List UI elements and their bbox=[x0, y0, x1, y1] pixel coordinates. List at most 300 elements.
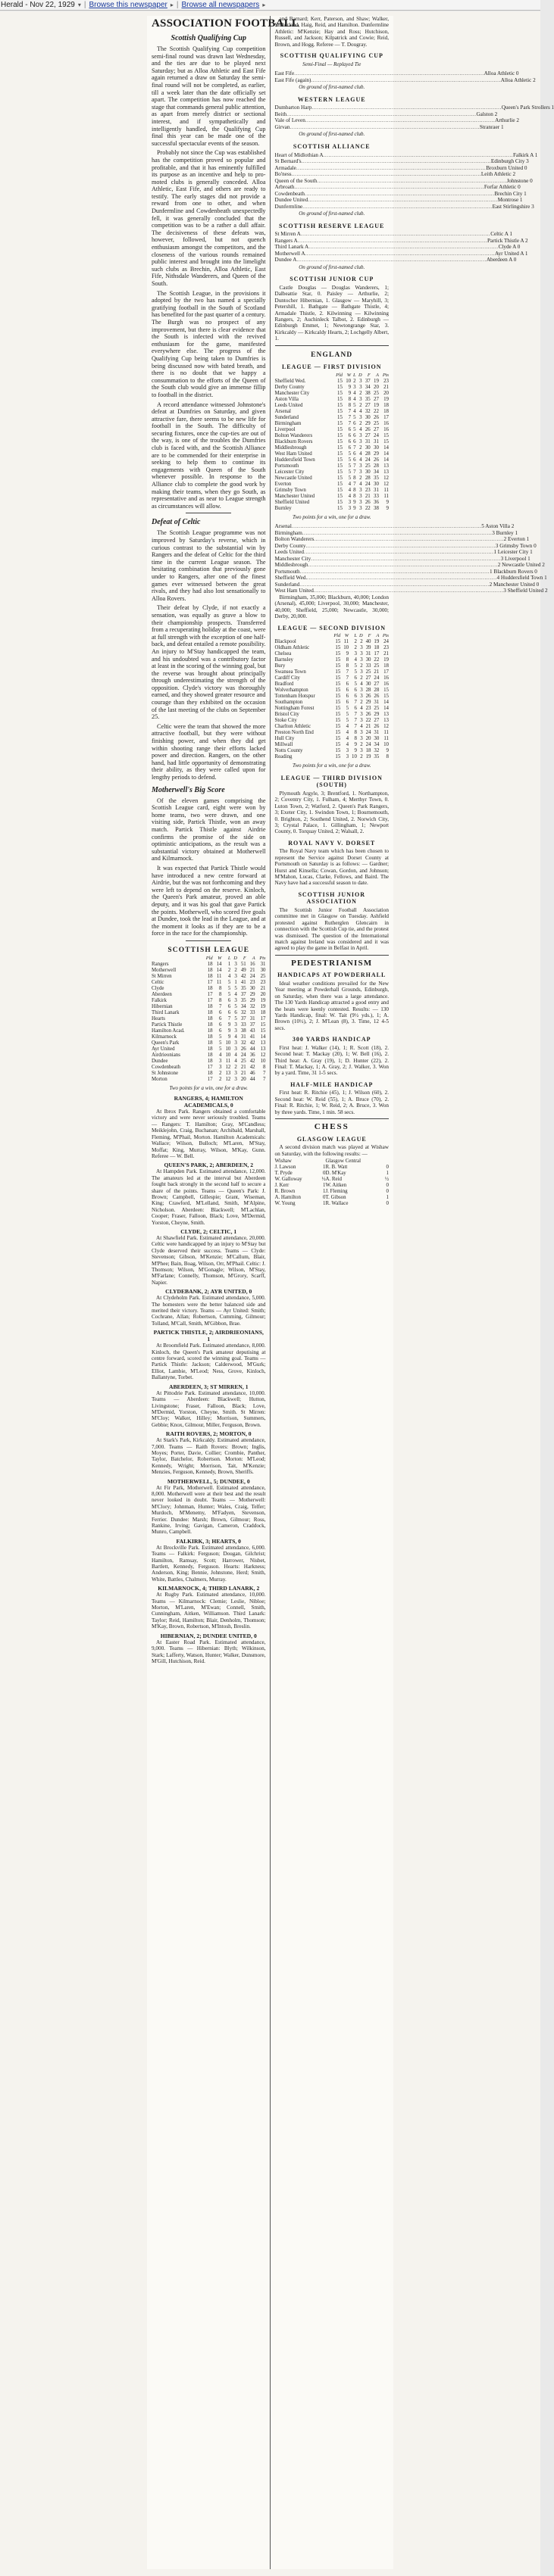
table-cell: 0 bbox=[386, 1183, 389, 1189]
table-row bbox=[275, 688, 390, 694]
table-cell: 2 bbox=[234, 968, 237, 974]
browse-this-arrow-icon[interactable]: ▸ bbox=[170, 1, 174, 8]
home-team: Bolton Wanderers bbox=[274, 536, 315, 543]
table-cell: Rangers bbox=[152, 962, 169, 968]
away-team-score: 4 Huddersfield Town 1 bbox=[496, 575, 547, 582]
table-cell: 17 bbox=[207, 1065, 213, 1071]
table-cell: 15 bbox=[337, 414, 343, 420]
result-line bbox=[274, 184, 521, 191]
table-cell: 10 bbox=[260, 1059, 266, 1065]
results-list bbox=[274, 70, 536, 83]
table-cell: Birmingham bbox=[274, 420, 302, 426]
table-cell: Sheffield United bbox=[274, 499, 310, 505]
table-cell: 3 bbox=[359, 499, 362, 505]
table-cell: 31 bbox=[365, 651, 371, 657]
section-heading: ROYAL NAVY V. DORSET bbox=[288, 839, 376, 847]
table-cell: 1 bbox=[386, 1195, 389, 1201]
table-row bbox=[275, 657, 390, 663]
home-team: Armadale bbox=[274, 164, 296, 171]
table-cell: 33 bbox=[249, 1010, 255, 1016]
table-row bbox=[275, 675, 390, 681]
table-cell: 20 bbox=[260, 992, 266, 998]
table-cell: 28 bbox=[374, 688, 380, 694]
table-cell: 12 bbox=[383, 475, 389, 481]
table-cell: 4 bbox=[234, 1053, 237, 1059]
table-cell: 8 bbox=[353, 475, 356, 481]
table-cell: 5 bbox=[219, 1034, 222, 1040]
table-row bbox=[275, 1201, 390, 1207]
away-team-score: 2 Everton 1 bbox=[503, 536, 530, 543]
newspaper-viewer[interactable] bbox=[0, 11, 554, 2576]
table-row bbox=[275, 494, 390, 500]
table-row bbox=[275, 651, 390, 657]
table-cell: Tottenham Hotspur bbox=[274, 694, 315, 700]
table-cell: 31 bbox=[374, 730, 380, 736]
table-cell: 11 bbox=[383, 730, 389, 736]
chess-results-table bbox=[275, 1159, 390, 1207]
dot-leader bbox=[311, 104, 501, 111]
table-header-cell: W bbox=[218, 956, 222, 962]
table-cell: 4 bbox=[359, 408, 362, 414]
away-team-score: 1 Blackburn Rovers 0 bbox=[490, 568, 537, 575]
match-report: At Fir Park, Motherwell. Estimated attendance, 8,000. Motherwell were at their best and the result never looked in doubt. Teams — Motherwell: M'Clory; Johnman, Hunter; Wales, Craig, Telfer; Murdoch, M'Menemy, M'Fadyen, Stevenson, Ferrier. Dundee: Marsh; Brown, Gilmour; Ross, Rankine, Irving; Gavigan, Cameron, Craddock, Munro, Campbell. bbox=[152, 1484, 266, 1536]
table-cell: 32 bbox=[249, 1004, 255, 1010]
table-cell: 21 bbox=[249, 968, 255, 974]
table-cell: Third Lanark bbox=[152, 1010, 180, 1016]
table-cell: 4 bbox=[348, 481, 352, 487]
table-cell: Aston Villa bbox=[274, 396, 299, 402]
dot-leader bbox=[296, 165, 486, 172]
table-cell: 15 bbox=[335, 748, 341, 754]
browse-all-newspapers-link[interactable]: Browse all newspapers bbox=[181, 0, 260, 9]
table-cell: 4 bbox=[360, 706, 363, 712]
table-cell: 7 bbox=[354, 724, 357, 730]
table-cell: 6 bbox=[354, 688, 357, 694]
home-team: Queen of the South bbox=[274, 177, 318, 184]
table-cell: Airdrieonians bbox=[152, 1053, 180, 1059]
table-cell: 24 bbox=[374, 432, 379, 438]
table-cell: 15 bbox=[337, 432, 343, 438]
table-row bbox=[152, 986, 266, 992]
table-cell: ½ bbox=[321, 1177, 326, 1183]
away-team-score: Leith Athletic 2 bbox=[480, 171, 516, 178]
table-row bbox=[152, 1071, 266, 1077]
table-cell: 11 bbox=[216, 974, 222, 980]
table-cell: 14 bbox=[260, 1034, 266, 1040]
match-score: QUEEN'S PARK, 2; ABERDEEN, 2 bbox=[164, 1162, 254, 1169]
table-cell: 23 bbox=[383, 378, 389, 384]
table-cell: 18 bbox=[207, 962, 213, 968]
table-cell: Derby County bbox=[274, 384, 305, 390]
results-list bbox=[274, 151, 538, 211]
table-cell: 15 bbox=[335, 675, 341, 681]
table-cell: 21 bbox=[365, 724, 371, 730]
table-cell: 19 bbox=[374, 402, 379, 408]
away-team-score: Falkirk A 1 bbox=[512, 151, 538, 158]
table-cell: 18 bbox=[260, 1010, 266, 1016]
table-cell: 31 bbox=[365, 438, 371, 444]
league-table-title: LEAGUE — SECOND DIVISION bbox=[277, 624, 386, 632]
section-heading: Scottish Qualifying Cup bbox=[171, 34, 246, 42]
table-cell: 2 bbox=[359, 402, 362, 408]
table-cell: 30 bbox=[249, 986, 255, 992]
table-cell: 1 bbox=[386, 1171, 389, 1177]
table-cell: St Mirren bbox=[152, 974, 172, 980]
home-team: Arsenal bbox=[274, 523, 292, 530]
table-cell: 6 bbox=[353, 432, 356, 438]
table-cell: 7 bbox=[348, 414, 352, 420]
table-cell: 4 bbox=[360, 681, 363, 688]
table-cell: 35 bbox=[374, 754, 380, 760]
table-cell: 5 bbox=[346, 712, 349, 718]
table-row bbox=[152, 1016, 266, 1022]
table-cell: 33 bbox=[365, 663, 371, 669]
browser-toolbar bbox=[0, 0, 540, 11]
section-heading: Motherwell's Big Score bbox=[152, 785, 225, 794]
table-cell: 10 bbox=[383, 742, 389, 748]
table-cell: 26 bbox=[374, 694, 380, 700]
table-row bbox=[275, 379, 390, 385]
table-cell: 17 bbox=[207, 980, 213, 986]
table-cell: 14 bbox=[383, 444, 389, 451]
table-cell: Partick Thistle bbox=[152, 1022, 183, 1028]
table-cell: 1 bbox=[234, 980, 237, 986]
away-team-score: Montrose 1 bbox=[497, 197, 523, 204]
dot-leader bbox=[311, 77, 500, 84]
table-cell: 18 bbox=[374, 645, 380, 651]
results-note: On ground of first-named club. bbox=[299, 211, 365, 217]
table-cell: 31 bbox=[374, 438, 379, 444]
table-cell: 6 bbox=[346, 681, 349, 688]
table-cell: 4 bbox=[348, 493, 352, 499]
home-team: Leeds United bbox=[274, 549, 305, 556]
table-row bbox=[152, 962, 266, 968]
table-row bbox=[275, 397, 390, 403]
table-cell: 3 bbox=[359, 384, 362, 390]
away-team-score: Alloa Athletic 2 bbox=[500, 76, 536, 83]
section-subheading: Semi-Final — Replayed Tie bbox=[302, 61, 362, 67]
paragraph: Of the eleven games comprising the Scottish League card, eight were won by home teams, two were drawn, and one visiting side, Partick Thistle, won an away match. Partick Thistle against Airdrie confirms the promise of the side on optimistic anticipations, as the result was a substantial victory obtained at Motherwell and Kilmarnock. bbox=[152, 797, 266, 862]
table-header-cell: Pld bbox=[336, 372, 343, 378]
table-cell: 14 bbox=[383, 700, 389, 706]
table-cell: 16 bbox=[383, 420, 389, 426]
table-cell: 26 bbox=[374, 414, 379, 420]
result-line bbox=[274, 197, 523, 204]
dropdown-arrow-icon[interactable]: ▾ bbox=[77, 1, 81, 8]
table-cell: 15 bbox=[335, 706, 341, 712]
result-line bbox=[274, 76, 536, 84]
table-row bbox=[275, 724, 390, 730]
away-team-score: Queen's Park Strollers 1 bbox=[501, 104, 554, 111]
table-header-cell bbox=[381, 1159, 389, 1165]
table-cell: 10 bbox=[346, 378, 352, 384]
table-row bbox=[275, 645, 390, 651]
table-cell: 18 bbox=[207, 1053, 213, 1059]
table-row bbox=[152, 1010, 266, 1016]
league-note: Two points for a win, one for a draw. bbox=[169, 1085, 249, 1092]
table-cell: 5 bbox=[348, 457, 352, 463]
table-cell: Bristol City bbox=[274, 712, 299, 718]
away-team-score: 3 Liverpool 1 bbox=[500, 555, 531, 562]
table-cell: 22 bbox=[374, 408, 379, 414]
dot-leader bbox=[304, 549, 493, 556]
table-cell: Notts County bbox=[274, 748, 303, 754]
table-cell: 31 bbox=[260, 962, 266, 968]
away-team-score: Ayr United A 1 bbox=[494, 250, 528, 257]
table-row bbox=[152, 980, 266, 986]
table-cell: 3 bbox=[359, 469, 362, 475]
dot-leader bbox=[305, 191, 494, 198]
table-cell: 5 bbox=[227, 992, 231, 998]
table-row bbox=[275, 1165, 390, 1171]
results-note: On ground of first-named club. bbox=[299, 264, 365, 270]
table-cell: 8 bbox=[354, 730, 357, 736]
section-heading: WESTERN LEAGUE bbox=[297, 95, 366, 103]
results-note: On ground of first-named club. bbox=[299, 131, 365, 138]
match-report: At Brockville Park. Estimated attendance, 6,000. Teams — Falkirk: Ferguson; Dougan, Gilchrist; Hamilton, Ramsay, Scott; Harrower, Nisbet, Bartlett, Kennedy, Ferguson. Hearts: Harkness; Anderson, King; Bennie, Johnstone, Herd; Smith, White, Battles, Chalmers, Murray. bbox=[152, 1544, 266, 1583]
table-cell: 4 bbox=[234, 1059, 237, 1065]
home-team: Dunfermline bbox=[274, 203, 303, 210]
page-headline: ASSOCIATION FOOTBALL bbox=[152, 17, 300, 30]
table-cell: 3 bbox=[359, 505, 362, 511]
table-cell: 15 bbox=[335, 742, 341, 748]
away-team-score: Edinburgh City 3 bbox=[490, 158, 529, 165]
match-report: At Shawfield Park. Estimated attendance, 20,000. Celtic were handicapped by an injury to M'Stay but Clyde deserved their success. Teams — Clyde: Stevenson; Gibson, M'Kenzie; M'Callum, Blair, M'Phee; Bain, Boag, Wilson, Orr, M'Phail. Celtic: J. Thomson; Wilson, M'Gonagle; Wilson, M'Stay, M'Farlane; Connelly, Thomson, M'Grory, Scarff, Napier. bbox=[152, 1234, 266, 1286]
result-line bbox=[274, 581, 540, 588]
table-cell: 3 bbox=[360, 657, 363, 663]
table-cell: 25 bbox=[374, 663, 380, 669]
table-cell: 15 bbox=[335, 681, 341, 688]
table-cell: 8 bbox=[354, 736, 357, 742]
table-cell: 2 bbox=[359, 420, 362, 426]
table-cell: 6 bbox=[353, 451, 356, 457]
table-cell: 7 bbox=[219, 1004, 222, 1010]
match-score: RAITH ROVERS, 2; MORTON, 0 bbox=[165, 1430, 252, 1438]
dot-leader bbox=[314, 588, 503, 594]
table-row bbox=[275, 669, 390, 675]
table-cell: 25 bbox=[260, 974, 266, 980]
table-header-cell: F bbox=[367, 372, 371, 378]
table-cell: 49 bbox=[240, 968, 246, 974]
result-line bbox=[274, 70, 519, 77]
table-cell: 3 bbox=[219, 1065, 222, 1071]
chess-intro: A second division match was played at Wishaw on Saturday, with the following results: — bbox=[274, 1144, 389, 1157]
table-cell: 2 bbox=[360, 742, 363, 748]
browse-this-newspaper-link[interactable]: Browse this newspaper bbox=[89, 0, 167, 9]
table-cell: Manchester United bbox=[274, 493, 315, 499]
table-row bbox=[275, 718, 390, 724]
table-cell: 15 bbox=[335, 700, 341, 706]
table-row bbox=[275, 663, 390, 669]
table-cell: Motherwell bbox=[152, 968, 177, 974]
table-cell: 15 bbox=[337, 426, 343, 432]
table-cell: 14 bbox=[383, 706, 389, 712]
table-cell: 38 bbox=[365, 390, 371, 396]
away-team-score: Aberdeen A 0 bbox=[486, 257, 517, 264]
result-line bbox=[274, 549, 533, 556]
table-cell: 35 bbox=[365, 396, 371, 402]
table-cell: 21 bbox=[383, 384, 389, 390]
results-list bbox=[274, 231, 528, 264]
table-cell: 5 bbox=[354, 681, 357, 688]
table-cell: 24 bbox=[249, 974, 255, 980]
table-cell: ½ bbox=[384, 1177, 389, 1183]
table-cell: 9 bbox=[386, 499, 389, 505]
table-cell: 2 bbox=[360, 700, 363, 706]
table-cell: 38 bbox=[374, 505, 379, 511]
table-header-cell: Pts bbox=[382, 633, 389, 639]
table-cell: 8 bbox=[348, 402, 352, 408]
table-cell: 15 bbox=[337, 378, 343, 384]
table-cell: Bradford bbox=[274, 681, 294, 688]
table-cell: 12 bbox=[225, 1077, 231, 1083]
section-heading: LEAGUE — THIRD DIVISION (SOUTH) bbox=[280, 774, 383, 789]
table-cell: 18 bbox=[207, 1004, 213, 1010]
table-cell: Oldham Athletic bbox=[274, 645, 310, 651]
table-cell: Portsmouth bbox=[274, 463, 299, 469]
table-cell: 15 bbox=[337, 505, 343, 511]
league-note: Two points for a win, one for a draw. bbox=[292, 513, 371, 520]
table-row bbox=[275, 730, 390, 736]
result-line bbox=[274, 111, 498, 118]
table-cell: 15 bbox=[335, 712, 341, 718]
table-cell: 18 bbox=[383, 663, 389, 669]
result-line bbox=[274, 237, 528, 245]
away-team-score: Partick Thistle A 2 bbox=[487, 237, 528, 244]
table-cell: 22 bbox=[365, 505, 371, 511]
home-team: Heart of Midlothian A bbox=[274, 151, 324, 158]
table-cell: 3 bbox=[234, 1046, 237, 1053]
result-line bbox=[274, 177, 533, 185]
table-cell: 27 bbox=[374, 681, 380, 688]
table-row bbox=[275, 694, 390, 700]
result-line bbox=[274, 523, 515, 530]
table-row bbox=[275, 748, 390, 754]
table-cell: 3 bbox=[354, 651, 357, 657]
table-cell: 2 bbox=[359, 444, 362, 451]
table-cell: 18 bbox=[207, 1046, 213, 1053]
table-row bbox=[152, 1053, 266, 1059]
table-cell: 27 bbox=[365, 432, 371, 438]
table-header-cell bbox=[318, 1159, 326, 1165]
table-cell: 15 bbox=[383, 694, 389, 700]
table-cell: 6 bbox=[219, 1022, 222, 1028]
table-cell: 3 bbox=[348, 505, 352, 511]
table-cell: 2 bbox=[219, 1077, 222, 1083]
table-cell: 37 bbox=[365, 378, 371, 384]
section-heading: SCOTTISH ALLIANCE bbox=[293, 143, 371, 150]
table-cell: 29 bbox=[249, 998, 255, 1004]
table-cell: 7 bbox=[353, 469, 356, 475]
divider bbox=[186, 940, 231, 941]
table-cell: 27 bbox=[374, 426, 379, 432]
away-team-score: 3 Burnley 1 bbox=[492, 529, 518, 536]
match-score: CLYDE, 2; CELTIC, 1 bbox=[180, 1227, 237, 1235]
table-cell: 2 bbox=[219, 1071, 222, 1077]
table-cell: 18 bbox=[207, 1016, 213, 1022]
table-cell: 6 bbox=[219, 1028, 222, 1034]
table-cell: 0 bbox=[386, 1189, 389, 1195]
table-header-cell bbox=[152, 956, 202, 962]
table-row bbox=[275, 506, 390, 512]
browse-all-arrow-icon[interactable]: ▸ bbox=[262, 1, 266, 8]
away-team-score: 5 Aston Villa 2 bbox=[481, 523, 515, 530]
table-cell: Morton bbox=[152, 1077, 167, 1083]
table-cell: T. Pryde bbox=[274, 1171, 293, 1177]
result-line bbox=[274, 203, 534, 211]
table-cell: W. Young bbox=[274, 1201, 296, 1207]
table-cell: 35 bbox=[240, 998, 246, 1004]
table-cell: 11 bbox=[343, 639, 349, 645]
table-row bbox=[275, 1183, 390, 1189]
table-cell: 24 bbox=[374, 675, 380, 681]
table-cell: 11 bbox=[225, 1059, 231, 1065]
table-header-cell: Pld bbox=[205, 956, 213, 962]
table-row bbox=[152, 1034, 266, 1040]
table-cell: 34 bbox=[240, 1004, 246, 1010]
table-cell: 26 bbox=[374, 457, 379, 463]
table-cell: 29 bbox=[249, 992, 255, 998]
table-cell: 18 bbox=[365, 748, 371, 754]
match-report: At Clydeholm Park. Estimated attendance, 5,000. The homesters were the better balanced side and merited their victory. Teams — Ayr United: Smith; Cochrane, Allan; Robertson, Cumming, Gilmour; Tolland, M'Call, Smith, M'Gibbon, Brae. bbox=[152, 1295, 266, 1327]
result-line bbox=[274, 555, 531, 563]
table-cell: 12 bbox=[225, 1065, 231, 1071]
table-header-cell: L bbox=[353, 372, 356, 378]
table-cell: 5 bbox=[219, 1040, 222, 1046]
home-team: Bo'ness bbox=[274, 171, 292, 178]
home-team: Dundee United bbox=[274, 197, 308, 204]
table-cell: St Johnstone bbox=[152, 1071, 179, 1077]
result-line bbox=[274, 542, 537, 550]
table-cell: 33 bbox=[240, 1022, 246, 1028]
table-cell: 2 bbox=[359, 390, 362, 396]
paragraph: Probably not since the Cup was established has the competition proved so popular and profitable, and that it has eminently fulfilled its purpose as an incentive and help to pro-moted clubs is generally conceded. Alloa Athletic, East Fife, and others are ready to testify. The early stages did not provide a reward from one to other, and when Dunfermline and Cowdenbeath unexpectedly fell, it was generally concluded that the competition was to be a rather a dull affair. The decisiveness of these defeats was, however, followed, but not quench enthusiasm amongst the competitors, and the closeness of the various rounds remained public interest and brought into the limelight such clubs as Brechin, Alloa Athletic, East Fife, Nithsdale Wanderers, and Queen of the South. bbox=[152, 149, 266, 287]
match-report: At Pittodrie Park. Estimated attendance, 10,000. Teams — Aberdeen: Blackwell; Hutton, Livingstone; Fraser, Falloon, Black; Love, M'Dermid, Yorston, Cheyne, Smith. St Mirren: M'Cloy; Walker, Hilley; Morrison, Summers, Gebbie; Knox, Gilmour, Miller, Ferguson, Brown. bbox=[152, 1389, 266, 1428]
home-team: Beith bbox=[274, 111, 287, 117]
table-row bbox=[275, 706, 390, 712]
table-cell: 6 bbox=[348, 438, 352, 444]
table-cell: Leicester City bbox=[274, 469, 305, 475]
result-line bbox=[274, 529, 518, 537]
table-header-cell: F bbox=[243, 956, 246, 962]
away-team-score: Johnstone 0 bbox=[506, 177, 533, 184]
table-cell: 27 bbox=[374, 718, 380, 724]
table-cell: 14 bbox=[216, 962, 222, 968]
table-cell: 3 bbox=[360, 736, 363, 742]
table-row bbox=[152, 968, 266, 974]
table-cell: 15 bbox=[337, 444, 343, 451]
toolbar-separator: | bbox=[83, 0, 86, 9]
table-cell: 25 bbox=[365, 463, 371, 469]
table-cell: 2 bbox=[360, 639, 363, 645]
table-cell: 15 bbox=[337, 469, 343, 475]
table-cell: 16 bbox=[383, 681, 389, 688]
table-cell: Clyde bbox=[152, 986, 164, 992]
table-cell: R. B. Watt bbox=[325, 1165, 348, 1171]
match-score: KILMARNOCK, 4; THIRD LANARK, 2 bbox=[158, 1585, 260, 1592]
table-cell: 9 bbox=[353, 499, 356, 505]
table-cell: Bolton Wanderers bbox=[274, 432, 313, 438]
home-team: Dumbarton Harp bbox=[274, 104, 312, 111]
table-cell: 19 bbox=[374, 639, 380, 645]
table-cell: 19 bbox=[260, 998, 266, 1004]
table-cell: 20 bbox=[383, 390, 389, 396]
table-cell: 2 bbox=[360, 663, 363, 669]
table-cell: 9 bbox=[386, 748, 389, 754]
match-score: PARTICK THISTLE, 2; AIRDRIEONIANS, 1 bbox=[153, 1329, 264, 1343]
table-cell: 3 bbox=[234, 974, 237, 980]
table-cell: 17 bbox=[374, 651, 380, 657]
